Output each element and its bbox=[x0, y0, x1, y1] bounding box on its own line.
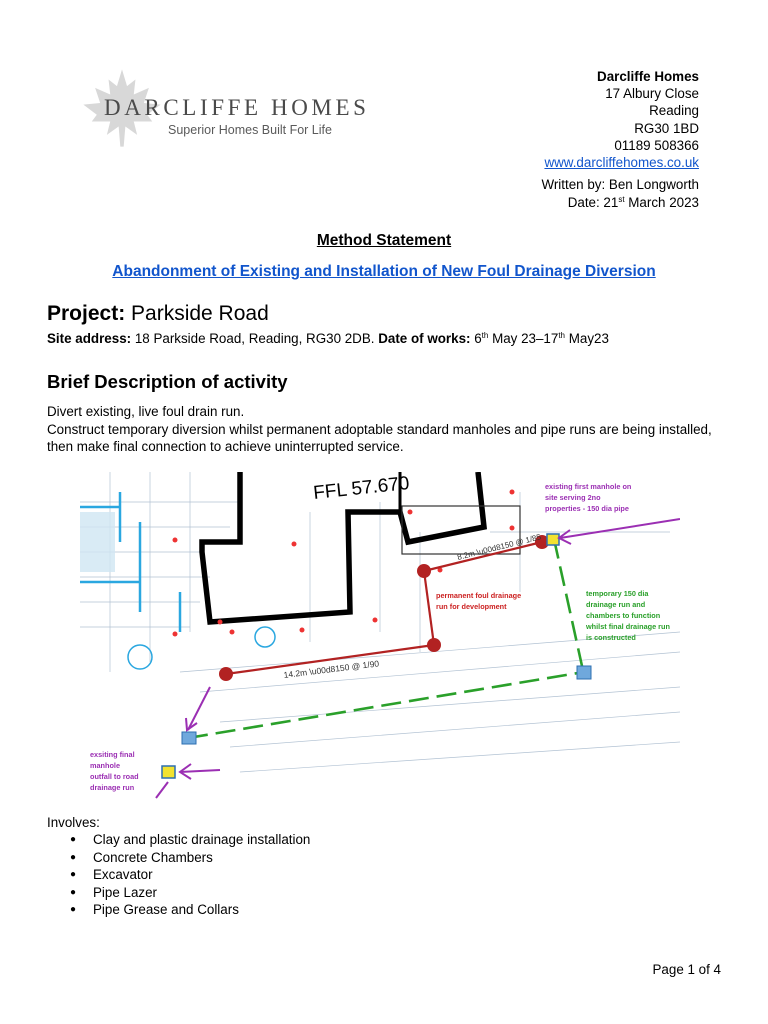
list-item: ● Pipe Grease and Collars bbox=[70, 901, 310, 919]
logo-wordmark: DARCLIFFE HOMES bbox=[104, 95, 370, 120]
company-address-block bbox=[544, 68, 699, 171]
involves-label: Involves: bbox=[47, 815, 100, 830]
logo-tagline: Superior Homes Built For Life bbox=[168, 123, 332, 137]
document-date: Date: 21st March 2023 bbox=[567, 194, 699, 210]
pipe-label-8m: 8.2m \u00d8150 @ 1/85 bbox=[456, 532, 542, 562]
site-details: Site address: 18 Parkside Road, Reading, RG30 2DB. Date of works: 6th May 23–17th May23 bbox=[47, 331, 609, 346]
document-title: Method Statement bbox=[316, 232, 452, 249]
drainage-site-plan bbox=[80, 472, 680, 802]
address-postcode: RG30 1BD bbox=[634, 120, 699, 136]
annotation-first-manhole: existing first manhole on site serving 2no properties - 150 dia pipe bbox=[545, 482, 632, 513]
brief-description-heading: Brief Description of activity bbox=[47, 371, 288, 392]
page-number: Page 1 of 4 bbox=[652, 962, 721, 977]
list-item: ● Clay and plastic drainage installation bbox=[70, 831, 310, 849]
document-subtitle-link[interactable]: Abandonment of Existing and Installation of New Foul Drainage Diversion bbox=[112, 263, 656, 280]
company-name: Darcliffe Homes bbox=[597, 69, 699, 84]
company-website-link[interactable]: www.darcliffehomes.co.uk bbox=[544, 155, 699, 171]
brief-description-text: Divert existing, live foul drain run. Construct temporary diversion whilst permanent adoptable standard manholes and pipe runs are being installed, then make final connection to achieve uninterrupted service. bbox=[47, 404, 712, 455]
list-item: ● Excavator bbox=[70, 866, 310, 884]
author-block bbox=[541, 176, 699, 211]
list-item: ● Pipe Lazer bbox=[70, 884, 310, 902]
annotation-temporary-run: temporary 150 dia drainage run and chambers to function whilst final drainage run is constructed bbox=[586, 589, 670, 642]
pipe-label-14m: 14.2m \u00d8150 @ 1/90 bbox=[283, 658, 380, 680]
involves-list bbox=[70, 831, 310, 919]
annotation-final-outfall: exsiting final manhole outfall to road drainage run bbox=[90, 750, 139, 792]
company-phone: 01189 508366 bbox=[614, 137, 699, 153]
project-heading: Project: Parkside Road bbox=[47, 302, 269, 325]
address-line1: 17 Albury Close bbox=[605, 86, 699, 102]
annotation-permanent-run: permanent foul drainage run for development bbox=[436, 591, 522, 611]
list-item: ● Concrete Chambers bbox=[70, 849, 310, 867]
address-town: Reading bbox=[649, 103, 699, 119]
ffl-level-label: FFL 57.670 bbox=[312, 473, 411, 504]
written-by: Written by: Ben Longworth bbox=[541, 177, 699, 192]
